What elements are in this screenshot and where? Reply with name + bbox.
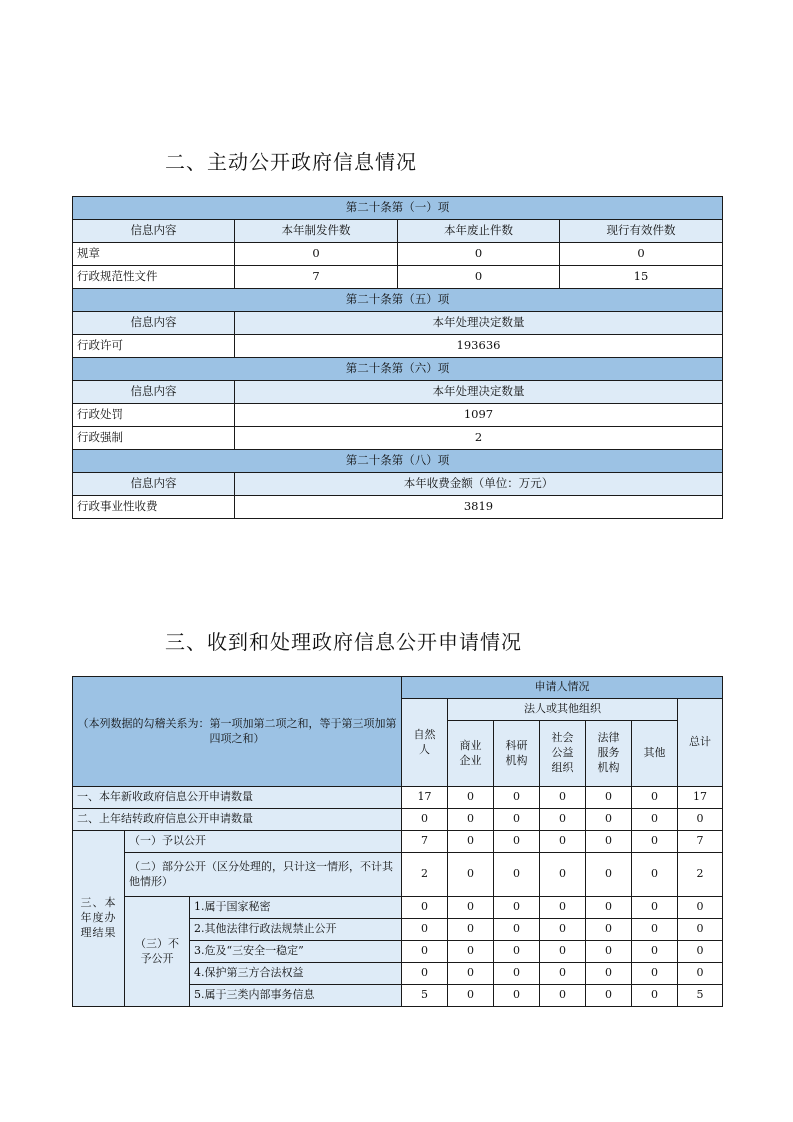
row-label: 2.其他法律行政法规禁止公开 [190,919,402,941]
cell-value: 0 [448,809,494,831]
cell-value: 0 [398,266,560,289]
cell-value: 0 [586,831,632,853]
cell-value: 0 [632,853,678,897]
cell-value: 0 [586,853,632,897]
cell-value: 0 [448,985,494,1007]
table-row [73,831,723,853]
table-row [73,404,723,427]
cell-value: 3819 [235,496,723,519]
cell-value: 2 [235,427,723,450]
cell-value: 0 [494,853,540,897]
table-header-row [73,677,723,699]
table-row [73,897,723,919]
table-header-row [73,358,723,381]
cell-value: 5 [678,985,723,1007]
cell-value: 0 [560,243,723,266]
cell-value: 1097 [235,404,723,427]
cell-value: 0 [540,853,586,897]
legal-entity-header: 法人或其他组织 [448,699,678,721]
section-3-heading: 三、收到和处理政府信息公开申请情况 [165,630,522,654]
table-column-row [73,312,723,335]
cell-value: 0 [402,919,448,941]
row-label: （二）部分公开（区分处理的，只计这一情形，不计其他情形） [125,853,402,897]
cell-value: 0 [494,809,540,831]
cell-value: 0 [540,897,586,919]
cell-value: 0 [494,831,540,853]
cell-value: 7 [678,831,723,853]
cell-value: 0 [586,897,632,919]
cell-value: 2 [402,853,448,897]
cell-value: 0 [632,809,678,831]
column-header: 信息内容 [73,312,235,335]
table-column-row [73,381,723,404]
row-label: 1.属于国家秘密 [190,897,402,919]
cell-value: 0 [632,963,678,985]
column-header: 现行有效件数 [560,220,723,243]
cell-value: 0 [540,809,586,831]
row-label: 行政处罚 [73,404,235,427]
application-handling-table [72,676,723,1007]
table-header-row [73,197,723,220]
cell-value: 15 [560,266,723,289]
row-label: （一）予以公开 [125,831,402,853]
cell-value: 0 [540,787,586,809]
cell-value: 17 [678,787,723,809]
applicant-header: 申请人情况 [402,677,723,699]
cell-value: 0 [448,919,494,941]
col-social: 社会公益组织 [540,721,586,787]
col-natural-person: 自然人 [402,699,448,787]
row-label: 行政许可 [73,335,235,358]
row-label: 行政强制 [73,427,235,450]
column-header: 信息内容 [73,220,235,243]
cell-value: 0 [448,787,494,809]
block1-header: 第二十条第（一）项 [73,197,723,220]
cell-value: 0 [540,831,586,853]
column-header: 信息内容 [73,473,235,496]
cell-value: 0 [632,941,678,963]
cell-value: 7 [402,831,448,853]
row-label: 4.保护第三方合法权益 [190,963,402,985]
cell-value: 0 [586,787,632,809]
cell-value: 0 [448,941,494,963]
cell-value: 5 [402,985,448,1007]
table-header-row [73,289,723,312]
cell-value: 0 [494,919,540,941]
col-research: 科研机构 [494,721,540,787]
cell-value: 0 [402,941,448,963]
table-column-row [73,473,723,496]
proactive-disclosure-table [72,196,723,519]
cell-value: 0 [402,809,448,831]
table-row [73,853,723,897]
cell-value: 0 [632,919,678,941]
cell-value: 0 [494,897,540,919]
cell-value: 0 [402,897,448,919]
block8-header: 第二十条第（八）项 [73,450,723,473]
cell-value: 0 [448,897,494,919]
cell-value: 0 [586,919,632,941]
row-label: 行政事业性收费 [73,496,235,519]
cell-value: 0 [448,853,494,897]
cell-value: 0 [678,897,723,919]
column-header: 本年制发件数 [235,220,398,243]
cell-value: 0 [494,963,540,985]
cell-value: 0 [494,941,540,963]
cell-value: 0 [398,243,560,266]
cell-value: 0 [678,941,723,963]
block6-header: 第二十条第（六）项 [73,358,723,381]
row-label: 一、本年新收政府信息公开申请数量 [73,787,402,809]
deny-group-label: （三）不予公开 [125,897,190,1007]
cell-value: 0 [540,963,586,985]
table-row [73,787,723,809]
table-row [73,243,723,266]
table-row [73,427,723,450]
table-row [73,335,723,358]
row-label: 规章 [73,243,235,266]
table-column-row [73,220,723,243]
cell-value: 0 [402,963,448,985]
row-label: 5.属于三类内部事务信息 [190,985,402,1007]
table-row [73,496,723,519]
row-label: 3.危及“三安全一稳定” [190,941,402,963]
column-header: 本年处理决定数量 [235,381,723,404]
cell-value: 0 [678,809,723,831]
cell-value: 0 [586,985,632,1007]
col-business: 商业企业 [448,721,494,787]
table-row [73,809,723,831]
table-row [73,266,723,289]
cell-value: 0 [494,985,540,1007]
cell-value: 0 [586,963,632,985]
cell-value: 0 [632,787,678,809]
cell-value: 0 [540,985,586,1007]
cell-value: 0 [448,963,494,985]
cell-value: 17 [402,787,448,809]
cell-value: 0 [235,243,398,266]
column-header: 本年处理决定数量 [235,312,723,335]
row-label: 行政规范性文件 [73,266,235,289]
row-label: 二、上年结转政府信息公开申请数量 [73,809,402,831]
col-legal-service: 法律服务机构 [586,721,632,787]
cell-value: 0 [494,787,540,809]
cell-value: 2 [678,853,723,897]
cell-value: 0 [586,941,632,963]
cell-value: 0 [448,831,494,853]
cell-value: 193636 [235,335,723,358]
section-2-heading: 二、主动公开政府信息情况 [165,150,417,174]
group-3-label: 三、本年度办理结果 [73,831,125,1007]
cell-value: 7 [235,266,398,289]
relation-note: （本列数据的勾稽关系为：第一项加第二项之和，等于第三项加第四项之和） [73,677,402,787]
cell-value: 0 [540,919,586,941]
table-header-row [73,450,723,473]
cell-value: 0 [632,985,678,1007]
cell-value: 0 [540,941,586,963]
cell-value: 0 [678,919,723,941]
cell-value: 0 [632,831,678,853]
cell-value: 0 [586,809,632,831]
block5-header: 第二十条第（五）项 [73,289,723,312]
col-total: 总计 [678,699,723,787]
column-header: 本年收费金额（单位：万元） [235,473,723,496]
column-header: 本年废止件数 [398,220,560,243]
cell-value: 0 [678,963,723,985]
column-header: 信息内容 [73,381,235,404]
cell-value: 0 [632,897,678,919]
col-other: 其他 [632,721,678,787]
